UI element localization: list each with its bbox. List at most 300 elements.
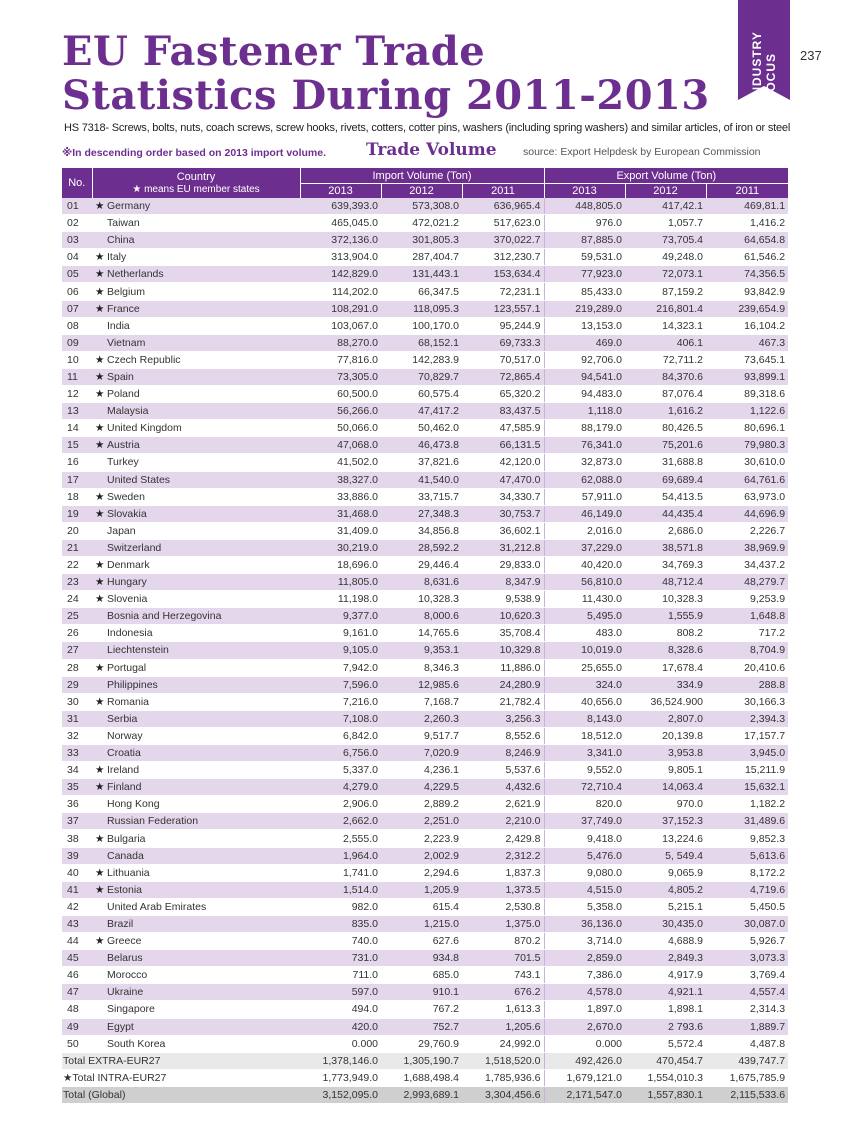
- total-label-cell: [62, 1086, 300, 1103]
- export-2012-cell: 9,805.1: [625, 762, 706, 779]
- country-cell: [92, 437, 300, 454]
- row-number: 45: [62, 950, 92, 967]
- country-name: Canada: [107, 849, 144, 862]
- page-title-line1: EU Fastener Trade: [62, 28, 486, 75]
- country-cell: [92, 454, 300, 471]
- export-2011-cell: 63,973.0: [706, 488, 788, 505]
- country-cell: [92, 967, 300, 984]
- country-cell: [92, 522, 300, 539]
- import-2012-cell: 934.8: [381, 950, 462, 967]
- row-number: 07: [62, 300, 92, 317]
- export-2012-cell: 73,705.4: [625, 232, 706, 249]
- export-2013-cell: 56,810.0: [544, 574, 625, 591]
- export-2012-cell: 5,572.4: [625, 1035, 706, 1052]
- total-value-cell: 1,785,936.6: [462, 1069, 544, 1086]
- import-2012-cell: 12,985.6: [381, 676, 462, 693]
- export-2011-cell: 1,182.2: [706, 796, 788, 813]
- export-2012-cell: 8,328.6: [625, 642, 706, 659]
- export-2012-cell: 2,849.3: [625, 950, 706, 967]
- table-row: [62, 300, 788, 317]
- eu-star-icon: ★: [95, 661, 105, 674]
- import-2013-cell: 731.0: [300, 950, 381, 967]
- table-row: [62, 984, 788, 1001]
- page-title-line2: Statistics During 2011-2013: [62, 72, 710, 119]
- import-2013-cell: 313,904.0: [300, 249, 381, 266]
- export-2013-cell: 0.000: [544, 1035, 625, 1052]
- export-2011-cell: 44,696.9: [706, 505, 788, 522]
- import-2012-cell: 4,236.1: [381, 762, 462, 779]
- export-2011-cell: 1,648.8: [706, 608, 788, 625]
- import-2012-cell: 70,829.7: [381, 368, 462, 385]
- row-number: 49: [62, 1018, 92, 1035]
- row-number: 31: [62, 710, 92, 727]
- import-2013-cell: 639,393.0: [300, 198, 381, 215]
- row-number: 21: [62, 539, 92, 556]
- import-2013-cell: 711.0: [300, 967, 381, 984]
- export-2012-cell: 808.2: [625, 625, 706, 642]
- import-2012-cell: 27,348.3: [381, 505, 462, 522]
- row-number: 43: [62, 915, 92, 932]
- import-2013-cell: 2,555.0: [300, 830, 381, 847]
- country-cell: [92, 351, 300, 368]
- export-2012-cell: 216,801.4: [625, 300, 706, 317]
- export-2012-cell: 72,073.1: [625, 266, 706, 283]
- export-2011-cell: 4,557.4: [706, 984, 788, 1001]
- export-2011-cell: 15,211.9: [706, 762, 788, 779]
- export-2012-cell: 14,323.1: [625, 317, 706, 334]
- export-2011-cell: 1,122.6: [706, 403, 788, 420]
- import-2011-cell: 123,557.1: [462, 300, 544, 317]
- export-2011-cell: 79,980.3: [706, 437, 788, 454]
- country-cell: [92, 727, 300, 744]
- import-2013-cell: 56,266.0: [300, 403, 381, 420]
- export-2011-cell: 30,610.0: [706, 454, 788, 471]
- table-row: [62, 813, 788, 830]
- table-row: [62, 420, 788, 437]
- header-import-2012: 2012: [381, 184, 462, 199]
- country-cell: [92, 864, 300, 881]
- country-cell: [92, 898, 300, 915]
- import-2012-cell: 41,540.0: [381, 471, 462, 488]
- row-number: 05: [62, 266, 92, 283]
- table-row: [62, 539, 788, 556]
- export-2011-cell: 2,314.3: [706, 1001, 788, 1018]
- table-row: [62, 625, 788, 642]
- country-name: Italy: [107, 251, 127, 264]
- header-country-label: Country: [176, 171, 216, 183]
- export-2013-cell: 77,923.0: [544, 266, 625, 283]
- country-name: Egypt: [107, 1020, 134, 1033]
- export-2013-cell: 85,433.0: [544, 283, 625, 300]
- export-2012-cell: 4,917.9: [625, 967, 706, 984]
- export-2011-cell: 74,356.5: [706, 266, 788, 283]
- import-2011-cell: 42,120.0: [462, 454, 544, 471]
- country-cell: [92, 813, 300, 830]
- export-2012-cell: 30,435.0: [625, 915, 706, 932]
- eu-star-icon: ★: [95, 695, 105, 708]
- import-2013-cell: 38,327.0: [300, 471, 381, 488]
- table-row: [62, 1035, 788, 1052]
- country-name: Philippines: [107, 678, 158, 691]
- import-2013-cell: 1,964.0: [300, 847, 381, 864]
- import-2012-cell: 2,294.6: [381, 864, 462, 881]
- country-cell: [92, 403, 300, 420]
- import-2011-cell: 35,708.4: [462, 625, 544, 642]
- eu-star-icon: ★: [95, 764, 105, 777]
- import-2012-cell: 37,821.6: [381, 454, 462, 471]
- export-2012-cell: 38,571.8: [625, 539, 706, 556]
- table-row: [62, 762, 788, 779]
- eu-star-icon: ★: [95, 593, 105, 606]
- table-row: [62, 830, 788, 847]
- country-name: Croatia: [107, 747, 141, 760]
- country-name: Switzerland: [107, 541, 162, 554]
- import-2011-cell: 1,373.5: [462, 881, 544, 898]
- table-row: [62, 368, 788, 385]
- country-cell: [92, 317, 300, 334]
- export-2012-cell: 84,370.6: [625, 368, 706, 385]
- table-row: [62, 266, 788, 283]
- total-label-cell: [62, 1052, 300, 1069]
- country-name: Poland: [107, 388, 140, 401]
- import-2011-cell: 11,886.0: [462, 659, 544, 676]
- export-2013-cell: 40,656.0: [544, 693, 625, 710]
- import-2013-cell: 2,906.0: [300, 796, 381, 813]
- country-cell: [92, 556, 300, 573]
- import-2013-cell: 33,886.0: [300, 488, 381, 505]
- eu-star-icon: ★: [95, 388, 105, 401]
- export-2013-cell: 62,088.0: [544, 471, 625, 488]
- import-2012-cell: 752.7: [381, 1018, 462, 1035]
- table-row: [62, 574, 788, 591]
- country-name: Indonesia: [107, 627, 153, 640]
- country-name: Denmark: [107, 559, 150, 572]
- import-2013-cell: 31,468.0: [300, 505, 381, 522]
- export-2013-cell: 469.0: [544, 334, 625, 351]
- import-2012-cell: 7,168.7: [381, 693, 462, 710]
- export-2011-cell: 93,842.9: [706, 283, 788, 300]
- import-2012-cell: 301,805.3: [381, 232, 462, 249]
- export-2012-cell: 13,224.6: [625, 830, 706, 847]
- row-number: 04: [62, 249, 92, 266]
- import-2013-cell: 6,756.0: [300, 745, 381, 762]
- eu-star-icon: ★: [95, 866, 105, 879]
- import-2013-cell: 7,942.0: [300, 659, 381, 676]
- trade-table: [62, 168, 788, 1104]
- country-cell: [92, 984, 300, 1001]
- country-name: Ireland: [107, 764, 140, 777]
- import-2012-cell: 8,631.6: [381, 574, 462, 591]
- export-2011-cell: 8,172.2: [706, 864, 788, 881]
- export-2013-cell: 94,541.0: [544, 368, 625, 385]
- country-cell: [92, 1035, 300, 1052]
- eu-star-icon: ★: [95, 370, 105, 383]
- import-2012-cell: 33,715.7: [381, 488, 462, 505]
- header-import-group: Import Volume (Ton): [300, 168, 544, 184]
- import-2011-cell: 2,530.8: [462, 898, 544, 915]
- country-name: Germany: [107, 200, 151, 213]
- section-tab-notch: [738, 86, 790, 100]
- country-cell: [92, 676, 300, 693]
- export-2013-cell: 483.0: [544, 625, 625, 642]
- table-row: [62, 881, 788, 898]
- import-2011-cell: 370,022.7: [462, 232, 544, 249]
- row-number: 47: [62, 984, 92, 1001]
- country-cell: [92, 232, 300, 249]
- export-2012-cell: 2,807.0: [625, 710, 706, 727]
- import-2013-cell: 47,068.0: [300, 437, 381, 454]
- export-2012-cell: 31,688.8: [625, 454, 706, 471]
- eu-star-icon: ★: [95, 781, 105, 794]
- row-number: 10: [62, 351, 92, 368]
- import-2012-cell: 100,170.0: [381, 317, 462, 334]
- table-row: [62, 745, 788, 762]
- table-row: [62, 471, 788, 488]
- import-2013-cell: 0.000: [300, 1035, 381, 1052]
- total-label: Total (Global): [63, 1088, 126, 1101]
- export-2012-cell: 1,057.7: [625, 215, 706, 232]
- eu-star-icon: ★: [95, 832, 105, 845]
- row-number: 03: [62, 232, 92, 249]
- export-2012-cell: 970.0: [625, 796, 706, 813]
- import-2011-cell: 2,312.2: [462, 847, 544, 864]
- table-row: [62, 915, 788, 932]
- export-2011-cell: 2,226.7: [706, 522, 788, 539]
- import-2011-cell: 30,753.7: [462, 505, 544, 522]
- export-2011-cell: 64,761.6: [706, 471, 788, 488]
- import-2013-cell: 9,377.0: [300, 608, 381, 625]
- total-value-cell: 492,426.0: [544, 1052, 625, 1069]
- import-2012-cell: 1,205.9: [381, 881, 462, 898]
- export-2013-cell: 4,515.0: [544, 881, 625, 898]
- export-2013-cell: 7,386.0: [544, 967, 625, 984]
- row-number: 19: [62, 505, 92, 522]
- row-number: 13: [62, 403, 92, 420]
- country-cell: [92, 933, 300, 950]
- country-cell: [92, 368, 300, 385]
- country-cell: [92, 1001, 300, 1018]
- table-row: [62, 1018, 788, 1035]
- import-2011-cell: 8,347.9: [462, 574, 544, 591]
- table-row: [62, 403, 788, 420]
- export-2013-cell: 88,179.0: [544, 420, 625, 437]
- export-2013-cell: 3,714.0: [544, 933, 625, 950]
- total-value-cell: 3,152,095.0: [300, 1086, 381, 1103]
- export-2012-cell: 9,065.9: [625, 864, 706, 881]
- export-2011-cell: 288.8: [706, 676, 788, 693]
- eu-star-icon: ★: [95, 422, 105, 435]
- table-row: [62, 1001, 788, 1018]
- export-2012-cell: 2,686.0: [625, 522, 706, 539]
- import-2013-cell: 835.0: [300, 915, 381, 932]
- import-2013-cell: 2,662.0: [300, 813, 381, 830]
- import-2012-cell: 66,347.5: [381, 283, 462, 300]
- export-2013-cell: 2,016.0: [544, 522, 625, 539]
- export-2012-cell: 87,159.2: [625, 283, 706, 300]
- import-2012-cell: 68,152.1: [381, 334, 462, 351]
- export-2012-cell: 75,201.6: [625, 437, 706, 454]
- export-2013-cell: 59,531.0: [544, 249, 625, 266]
- export-2011-cell: 469,81.1: [706, 198, 788, 215]
- row-number: 22: [62, 556, 92, 573]
- country-cell: [92, 608, 300, 625]
- export-2011-cell: 3,073.3: [706, 950, 788, 967]
- country-name: Hong Kong: [107, 798, 160, 811]
- eu-star-icon: ★: [95, 439, 105, 452]
- export-2011-cell: 73,645.1: [706, 351, 788, 368]
- table-row: [62, 847, 788, 864]
- country-name: Belarus: [107, 952, 143, 965]
- import-2011-cell: 870.2: [462, 933, 544, 950]
- country-name: Romania: [107, 695, 150, 708]
- eu-star-icon: ★: [95, 285, 105, 298]
- import-2011-cell: 72,865.4: [462, 368, 544, 385]
- header-eu-note: ★ means EU member states: [132, 184, 260, 195]
- import-2011-cell: 29,833.0: [462, 556, 544, 573]
- row-number: 50: [62, 1035, 92, 1052]
- import-2012-cell: 2,002.9: [381, 847, 462, 864]
- total-value-cell: 2,171,547.0: [544, 1086, 625, 1103]
- country-cell: [92, 796, 300, 813]
- export-2012-cell: 1,616.2: [625, 403, 706, 420]
- country-name: Morocco: [107, 969, 148, 982]
- total-value-cell: 1,518,520.0: [462, 1052, 544, 1069]
- import-2011-cell: 701.5: [462, 950, 544, 967]
- export-2013-cell: 37,229.0: [544, 539, 625, 556]
- table-row: [62, 933, 788, 950]
- table-row: [62, 659, 788, 676]
- import-2013-cell: 5,337.0: [300, 762, 381, 779]
- country-name: Lithuania: [107, 866, 150, 879]
- export-2011-cell: 467.3: [706, 334, 788, 351]
- country-name: Taiwan: [107, 217, 140, 230]
- country-cell: [92, 198, 300, 215]
- export-2013-cell: 76,341.0: [544, 437, 625, 454]
- import-2011-cell: 1,205.6: [462, 1018, 544, 1035]
- export-2011-cell: 64,654.8: [706, 232, 788, 249]
- row-number: 17: [62, 471, 92, 488]
- export-2011-cell: 2,394.3: [706, 710, 788, 727]
- table-row: [62, 198, 788, 215]
- export-2013-cell: 18,512.0: [544, 727, 625, 744]
- import-2012-cell: 8,346.3: [381, 659, 462, 676]
- table-row: [62, 488, 788, 505]
- export-2011-cell: 1,889.7: [706, 1018, 788, 1035]
- export-2013-cell: 1,897.0: [544, 1001, 625, 1018]
- total-row-extra: [62, 1052, 788, 1069]
- table-row: [62, 556, 788, 573]
- total-value-cell: 1,378,146.0: [300, 1052, 381, 1069]
- import-2013-cell: 60,500.0: [300, 386, 381, 403]
- total-label: Total EXTRA-EUR27: [63, 1054, 161, 1067]
- import-2011-cell: 10,620.3: [462, 608, 544, 625]
- import-2012-cell: 9,517.7: [381, 727, 462, 744]
- import-2011-cell: 1,375.0: [462, 915, 544, 932]
- import-2012-cell: 2,260.3: [381, 710, 462, 727]
- export-2013-cell: 976.0: [544, 215, 625, 232]
- table-row: [62, 505, 788, 522]
- import-2013-cell: 420.0: [300, 1018, 381, 1035]
- country-name: Slovakia: [107, 507, 147, 520]
- country-cell: [92, 762, 300, 779]
- country-cell: [92, 642, 300, 659]
- export-2011-cell: 15,632.1: [706, 779, 788, 796]
- export-2013-cell: 25,655.0: [544, 659, 625, 676]
- export-2012-cell: 36,524.900: [625, 693, 706, 710]
- row-number: 44: [62, 933, 92, 950]
- import-2013-cell: 77,816.0: [300, 351, 381, 368]
- export-2012-cell: 54,413.5: [625, 488, 706, 505]
- header-export-2013: 2013: [544, 184, 625, 199]
- header-import-2013: 2013: [300, 184, 381, 199]
- header-export-2012: 2012: [625, 184, 706, 199]
- table-row: [62, 796, 788, 813]
- export-2013-cell: 1,118.0: [544, 403, 625, 420]
- import-2011-cell: 743.1: [462, 967, 544, 984]
- eu-star-icon: ★: [95, 268, 105, 281]
- row-number: 06: [62, 283, 92, 300]
- table-row: [62, 898, 788, 915]
- row-number: 18: [62, 488, 92, 505]
- country-name: United States: [107, 473, 171, 486]
- import-2011-cell: 34,330.7: [462, 488, 544, 505]
- total-value-cell: 1,305,190.7: [381, 1052, 462, 1069]
- import-2013-cell: 7,216.0: [300, 693, 381, 710]
- row-number: 33: [62, 745, 92, 762]
- row-number: 46: [62, 967, 92, 984]
- page-title: [62, 30, 710, 118]
- table-row: [62, 386, 788, 403]
- import-2011-cell: 69,733.3: [462, 334, 544, 351]
- country-cell: [92, 249, 300, 266]
- import-2013-cell: 982.0: [300, 898, 381, 915]
- total-value-cell: 2,115,533.6: [706, 1086, 788, 1103]
- row-number: 26: [62, 625, 92, 642]
- country-name: Brazil: [107, 917, 134, 930]
- import-2013-cell: 73,305.0: [300, 368, 381, 385]
- header-country: [92, 168, 300, 198]
- table-row: [62, 642, 788, 659]
- row-number: 29: [62, 676, 92, 693]
- country-name: Estonia: [107, 883, 143, 896]
- export-2011-cell: 9,852.3: [706, 830, 788, 847]
- country-cell: [92, 539, 300, 556]
- import-2012-cell: 573,308.0: [381, 198, 462, 215]
- table-row: [62, 317, 788, 334]
- import-2012-cell: 46,473.8: [381, 437, 462, 454]
- table-row: [62, 334, 788, 351]
- country-name: Austria: [107, 439, 140, 452]
- import-2012-cell: 2,223.9: [381, 830, 462, 847]
- row-number: 32: [62, 727, 92, 744]
- import-2012-cell: 14,765.6: [381, 625, 462, 642]
- import-2012-cell: 28,592.2: [381, 539, 462, 556]
- export-2011-cell: 5,613.6: [706, 847, 788, 864]
- country-name: China: [107, 234, 135, 247]
- import-2012-cell: 118,095.3: [381, 300, 462, 317]
- import-2011-cell: 72,231.1: [462, 283, 544, 300]
- country-cell: [92, 591, 300, 608]
- country-cell: [92, 950, 300, 967]
- header-export-2011: 2011: [706, 184, 788, 199]
- row-number: 28: [62, 659, 92, 676]
- country-name: Hungary: [107, 576, 147, 589]
- export-2011-cell: 3,945.0: [706, 745, 788, 762]
- total-value-cell: 3,304,456.6: [462, 1086, 544, 1103]
- import-2013-cell: 372,136.0: [300, 232, 381, 249]
- import-2012-cell: 767.2: [381, 1001, 462, 1018]
- total-value-cell: 2,993,689.1: [381, 1086, 462, 1103]
